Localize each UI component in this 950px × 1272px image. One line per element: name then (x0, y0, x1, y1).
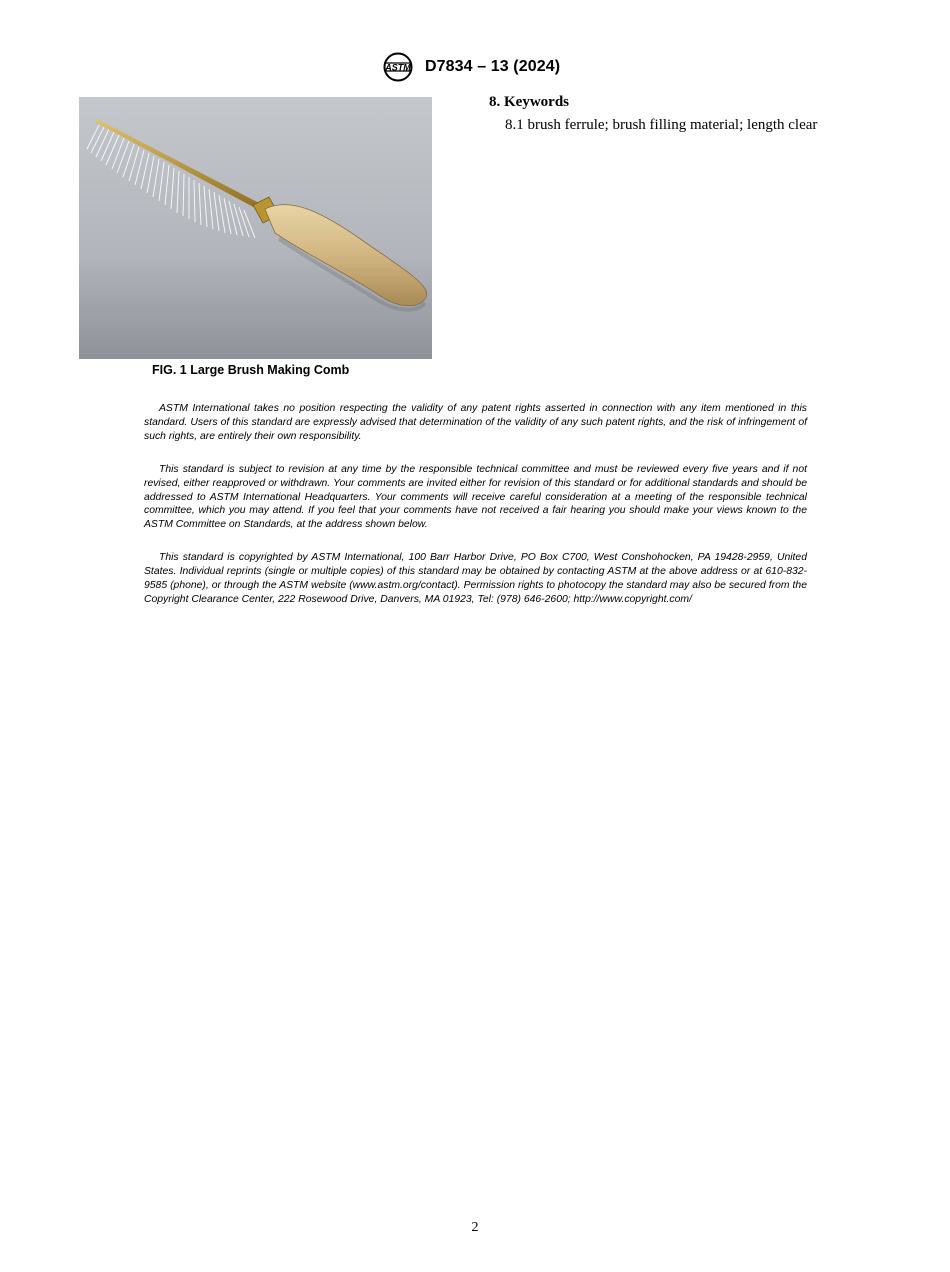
document-designation: D7834 – 13 (2024) (425, 58, 561, 75)
page-number: 2 (471, 1220, 479, 1235)
revision-notice: This standard is subject to revision at any time by the responsible technical committee and must be reviewed every five years and if not revised, either reapproved or withdrawn. Your comments are invited either for revision of this standard or for additional standards and should be addressed to ASTM International Headquarters. Your comments will receive careful consideration at a meeting of the responsible technical committee, which you may attend. If you feel that your comments have not received a fair hearing you should make your views known to the ASTM Committee on Standards, at the address shown below. (144, 463, 807, 531)
patent-notice: ASTM International takes no position respecting the validity of any patent rights asserted in connection with any item mentioned in this standard. Users of this standard are expressly advised that determination of the validity of any such patent rights, and the risk of infringement of such rights, are entirely their own responsibility. (144, 403, 807, 442)
astm-logo (381, 52, 415, 82)
figure-caption: FIG. 1 Large Brush Making Comb (152, 363, 350, 377)
astm-logo-text: ASTM (385, 62, 411, 73)
comb-photo (79, 97, 432, 359)
figure-1-photo (79, 97, 432, 359)
copyright-notice: This standard is copyrighted by ASTM International, 100 Barr Harbor Drive, PO Box C700, West Conshohocken, PA 19428-2959, United States. Individual reprints (single or multiple copies) of this standard may be obtained by contacting ASTM at the above address or at 610-832-9585 (phone), or through the ASTM website (www.astm.org/contact). Permission rights to photocopy the standard may also be secured from the Copyright Clearance Center, 222 Rosewood Drive, Danvers, MA 01923, Tel: (978) 646-2600; http://www.copyright.com/ (144, 552, 807, 605)
section-keywords (489, 94, 869, 134)
page-header (0, 52, 950, 86)
legal-notices (144, 402, 807, 626)
section-paragraph: 8.1 brush ferrule; brush filling material; length clear (505, 117, 818, 133)
section-heading: 8. Keywords (489, 94, 569, 110)
